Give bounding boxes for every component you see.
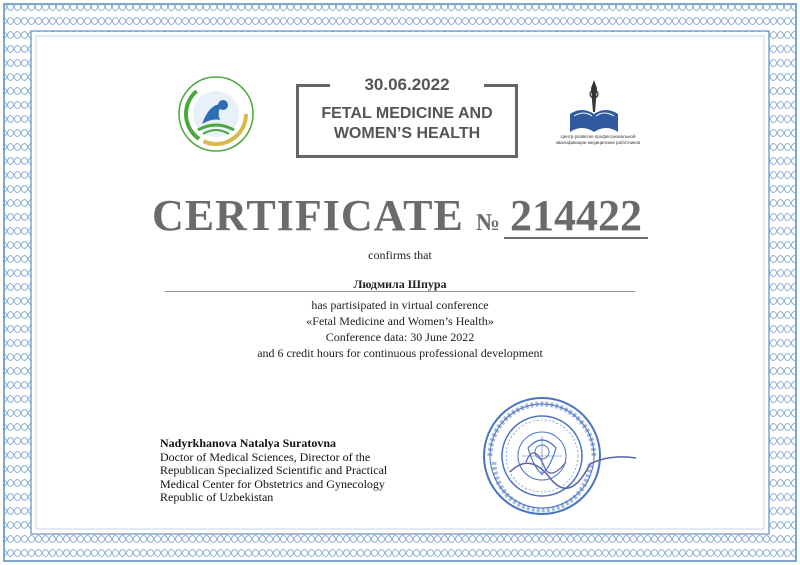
certificate-word: CERTIFICATE (152, 191, 464, 240)
body-line-1: has partisipated in virtual conference (311, 298, 489, 312)
signer-line-1: Doctor of Medical Sciences, Director of the (160, 449, 371, 464)
official-round-seal-icon (470, 392, 650, 522)
recipient-underline (165, 291, 635, 292)
event-title (298, 104, 516, 144)
body-line-2: «Fetal Medicine and Women’s Health» (306, 314, 494, 328)
event-date: 30.06.2022 (330, 73, 484, 97)
right-logo-caption-line1: Центр развития профессиональной (560, 134, 636, 139)
certificate-body (200, 297, 600, 361)
signer-line-3: Medical Center for Obstetrics and Gynecology (160, 476, 385, 491)
body-line-4: and 6 credit hours for continuous professional development (257, 346, 543, 360)
confirms-text: confirms that (368, 248, 432, 262)
recipient-name: Людмила Шпура (353, 277, 447, 291)
event-title-line2: WOMEN’S HEALTH (333, 125, 481, 142)
event-title-line1: FETAL MEDICINE AND (321, 105, 493, 122)
right-logo-caption (548, 134, 648, 145)
number-sign: № (475, 210, 500, 236)
signer-line-4: Republic of Uzbekistan (160, 490, 274, 504)
signer-block (160, 437, 410, 505)
right-logo-caption-line2: квалификации медицинских работников (556, 139, 640, 145)
open-book-pen-emblem-icon (562, 74, 626, 134)
signer-name: Nadyrkhanova Natalya Suratovna (160, 436, 337, 450)
certificate-number: 214422 (504, 195, 648, 239)
medical-society-emblem-icon (176, 74, 256, 154)
body-line-3: Conference data: 30 June 2022 (325, 330, 475, 344)
signer-line-2: Republican Specialized Scientific and Practical (160, 463, 388, 477)
certificate-heading (140, 190, 660, 244)
